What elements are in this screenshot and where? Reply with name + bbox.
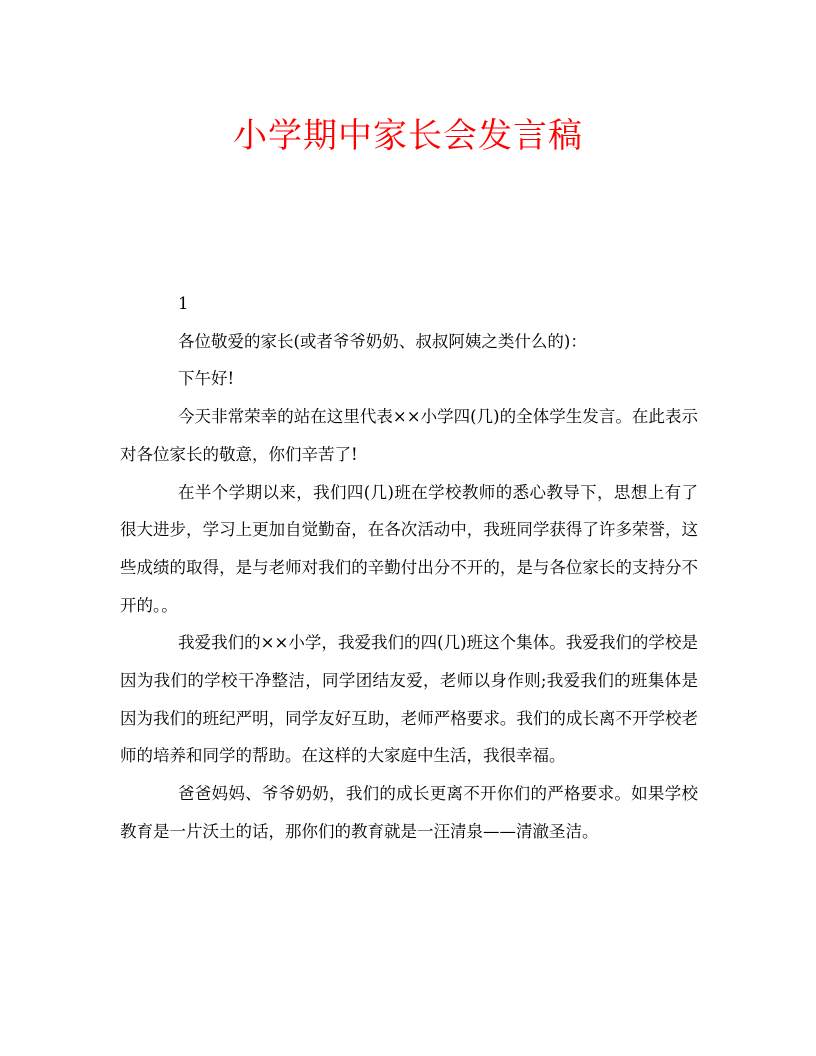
paragraph-page-number: 1 <box>178 294 189 313</box>
paragraph-progress: 在半个学期以来，我们四(几)班在学校教师的悉心教导下，思想上有了很大进步，学习上更加自觉勤奋，在各次活动中，我班同学获得了许多荣誉，这些成绩的取得，是与老师对我们的辛勤付出分不开的，是与各位家长的支持分不开的。。 <box>120 482 698 615</box>
document-title: 小学期中家长会发言稿 <box>233 116 583 156</box>
paragraph-opening: 今天非常荣幸的站在这里代表××小学四(几)的全体学生发言。在此表示对各位家长的敬意，你们辛苦了! <box>120 407 698 464</box>
paragraph-greeting: 下午好! <box>178 369 235 389</box>
document-body <box>120 285 698 851</box>
paragraph-school-love: 我爱我们的××小学，我爱我们的四(几)班这个集体。我爱我们的学校是因为我们的学校干净整洁，同学团结友爱，老师以身作则;我爱我们的班集体是因为我们的班纪严明，同学友好互助，老师严格要求。我们的成长离不开学校老师的培养和同学的帮助。在这样的大家庭中生活，我很幸福。 <box>120 633 698 766</box>
paragraph-salutation: 各位敬爱的家长(或者爷爷奶奶、叔叔阿姨之类什么的)： <box>178 331 587 351</box>
paragraph-parents: 爸爸妈妈、爷爷奶奶，我们的成长更离不开你们的严格要求。如果学校教育是一片沃土的话，那你们的教育就是一汪清泉——清澈圣洁。 <box>120 784 698 841</box>
